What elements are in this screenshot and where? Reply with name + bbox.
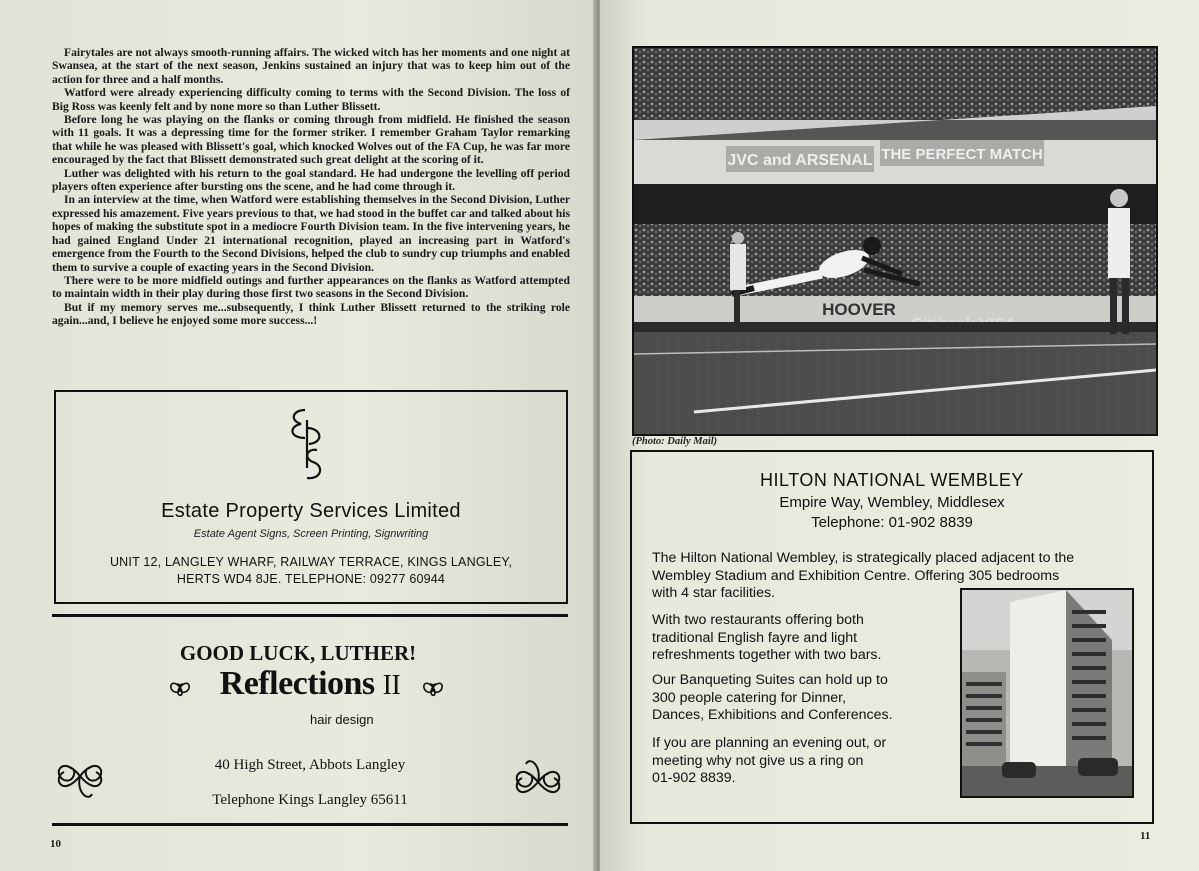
- eps-address-line: UNIT 12, LANGLEY WHARF, RAILWAY TERRACE, KINGS LANGLEY,: [109, 555, 513, 569]
- hilton-advert: [630, 450, 1154, 824]
- article-paragraph: But if my memory serves me...subsequently, I think Luther Blissett returned to the striking role again...and, I believe he enjoyed some more success...!: [52, 300, 570, 328]
- article-paragraph: Fairytales are not always smooth-running affairs. The wicked witch has her moments and one night at Swansea, at the start of the next season, Jenkins sustained an injury that was to keep him out of the action for three and a half months.: [52, 46, 570, 86]
- reflections-name: Reflections: [219, 665, 375, 702]
- hilton-text-line: Dances, Exhibitions and Conferences.: [652, 707, 893, 724]
- eps-logo-icon: [271, 406, 341, 490]
- photo-caption: (Photo: Daily Mail): [632, 436, 718, 447]
- article-paragraph: Luther was delighted with his return to the goal standard. He had undergone the levelling off period players often experience after bursting ons the scene, and he had come through it.: [52, 166, 570, 194]
- hilton-text-line: with 4 star facilities.: [652, 585, 775, 602]
- hilton-text-line: Our Banqueting Suites can hold up to: [652, 672, 888, 688]
- hilton-text-line: traditional English fayre and light: [652, 629, 858, 646]
- corner-flourish-icon: [506, 750, 570, 814]
- hilton-paragraph-banqueting: [652, 672, 952, 725]
- reflections-phone: Telephone Kings Langley 65611: [212, 792, 408, 808]
- reflections-subtitle: hair design: [310, 712, 374, 727]
- hilton-phone: Telephone: 01-902 8839: [811, 514, 973, 531]
- hoarding-jvc: JVC and ARSENAL: [727, 152, 873, 169]
- flourish-ornament-icon: [418, 672, 448, 702]
- hotel-building-illustration: [962, 590, 1132, 796]
- hilton-text-line: meeting why not give us a ring on: [652, 752, 864, 769]
- hilton-paragraph-contact: [652, 735, 952, 788]
- eps-advert: [54, 390, 568, 604]
- left-page: [0, 0, 596, 871]
- hilton-text-line: 01-902 8839.: [652, 770, 736, 787]
- hotel-building-photo: [960, 588, 1134, 798]
- page-number: 10: [50, 838, 61, 850]
- hilton-title: HILTON NATIONAL WEMBLEY: [760, 470, 1024, 490]
- hilton-text-line: If you are planning an evening out, or: [652, 735, 887, 751]
- eps-address-line: HERTS WD4 8JE. TELEPHONE: 09277 60944: [176, 572, 446, 586]
- eps-address: [56, 554, 566, 588]
- stadium-photo-illustration: [634, 48, 1156, 434]
- hilton-text-line: With two restaurants offering both: [652, 612, 864, 628]
- hilton-text-line: 300 people catering for Dinner,: [652, 689, 847, 706]
- hoarding-perfect-match: THE PERFECT MATCH: [881, 146, 1043, 163]
- hilton-address: Empire Way, Wembley, Middlesex: [779, 494, 1005, 511]
- hilton-text-line: Wembley Stadium and Exhibition Centre. Offering 305 bedrooms: [652, 567, 1060, 584]
- flourish-ornament-icon: [165, 672, 195, 702]
- article-paragraph: There were to be more midfield outings and further appearances on the flanks as Watford attempted to maintain width in their play during those first two seasons in the Second Division.: [52, 273, 570, 301]
- good-luck-headline: GOOD LUCK, LUTHER!: [179, 641, 417, 665]
- article-text: [52, 46, 570, 328]
- divider-rule: [52, 614, 568, 617]
- hilton-text-line: refreshments together with two bars.: [652, 647, 882, 664]
- reflections-address: 40 High Street, Abbots Langley: [214, 757, 406, 773]
- right-page: [600, 0, 1199, 871]
- reflections-logo: [200, 665, 420, 703]
- eps-company-name: Estate Property Services Limited: [161, 500, 461, 522]
- article-paragraph: Before long he was playing on the flanks or coming through from midfield. He finished the season with 11 goals. It was a depressing time for the former striker. I remember Graham Taylor remarking that while he was pleased with Blissett's goal, which knocked Wolves out of the FA Cup, he was far more encouraged by the fact that Blissett demonstrated such great delight at the scoring of it.: [52, 113, 570, 167]
- eps-tagline: Estate Agent Signs, Screen Printing, Signwriting: [193, 528, 429, 540]
- hilton-paragraph-restaurants: [652, 612, 952, 665]
- corner-flourish-icon: [48, 744, 112, 808]
- article-paragraph: Watford were already experiencing difficulty coming to terms with the Second Division. The loss of Big Ross was keenly felt and by none more so than Luther Blissett.: [52, 86, 570, 113]
- article-paragraph: In an interview at the time, when Watford were establishing themselves in the Second Division, Luther expressed his amazement. Five years previous to that, we had stood in the buffet car and talked about his hopes of making the substitute spot in a mediocre Fourth Division team. In the five intervening years, he had gained England Under 21 international recognition, played an increasing part in Watford's emergence from the Fourth to the Second Divisions, helped the club to sundry cup triumphs and enabled them to survive a couple of exacting years in the Second Division.: [52, 193, 570, 274]
- divider-rule: [52, 823, 568, 826]
- hilton-text-line: The Hilton National Wembley, is strategically placed adjacent to the: [652, 550, 1075, 566]
- football-stadium-photo: [632, 46, 1158, 436]
- hoarding-hoover: HOOVER: [822, 300, 896, 319]
- page-number: 11: [1140, 830, 1151, 842]
- reflections-numeral: II: [382, 670, 401, 701]
